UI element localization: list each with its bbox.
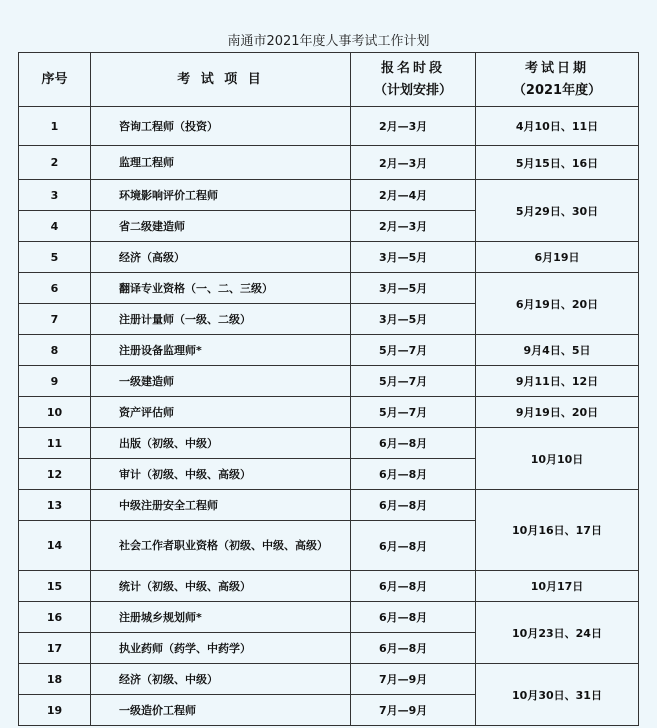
exam-schedule-table	[18, 52, 639, 726]
document-title: 南通市2021年度人事考试工作计划	[227, 34, 430, 49]
row-number: 14	[19, 521, 91, 571]
table-row	[19, 397, 639, 428]
row-period: 3月—5月	[351, 273, 476, 304]
row-item: 审计（初级、中级、高级）	[91, 459, 351, 490]
row-period: 3月—5月	[351, 304, 476, 335]
row-item: 翻译专业资格（一、二、三级）	[91, 273, 351, 304]
row-date: 5月15日、16日	[476, 146, 639, 180]
table-row	[19, 664, 639, 695]
row-item: 注册设备监理师*	[91, 335, 351, 366]
row-number: 9	[19, 366, 91, 397]
header-period-line1: 报名时段	[380, 60, 445, 76]
row-number: 19	[19, 695, 91, 726]
row-item: 一级建造师	[91, 366, 351, 397]
row-number: 2	[19, 146, 91, 180]
row-date: 9月4日、5日	[476, 335, 639, 366]
row-period: 6月—8月	[351, 602, 476, 633]
row-period: 6月—8月	[351, 521, 476, 571]
row-date: 6月19日	[476, 242, 639, 273]
row-date: 4月10日、11日	[476, 107, 639, 146]
row-item: 环境影响评价工程师	[91, 180, 351, 211]
row-number: 17	[19, 633, 91, 664]
row-item: 监理工程师	[91, 146, 351, 180]
row-date: 9月11日、12日	[476, 366, 639, 397]
row-number: 12	[19, 459, 91, 490]
row-number: 8	[19, 335, 91, 366]
row-period: 6月—8月	[351, 459, 476, 490]
row-item: 统计（初级、中级、高级）	[91, 571, 351, 602]
table-row	[19, 180, 639, 211]
header-row	[19, 53, 639, 107]
row-period: 3月—5月	[351, 242, 476, 273]
row-item: 社会工作者职业资格（初级、中级、高级）	[91, 521, 351, 571]
row-number: 15	[19, 571, 91, 602]
table-row	[19, 602, 639, 633]
row-item: 省二级建造师	[91, 211, 351, 242]
row-date: 10月10日	[476, 428, 639, 490]
row-item: 注册计量师（一级、二级）	[91, 304, 351, 335]
row-item: 资产评估师	[91, 397, 351, 428]
header-date-line1: 考试日期	[524, 60, 589, 76]
row-item: 出版（初级、中级）	[91, 428, 351, 459]
row-number: 5	[19, 242, 91, 273]
row-date: 6月19日、20日	[476, 273, 639, 335]
row-period: 6月—8月	[351, 490, 476, 521]
row-item: 中级注册安全工程师	[91, 490, 351, 521]
row-item: 注册城乡规划师*	[91, 602, 351, 633]
row-date: 5月29日、30日	[476, 180, 639, 242]
row-date: 10月16日、17日	[476, 490, 639, 571]
table-row	[19, 107, 639, 146]
table-row	[19, 146, 639, 180]
row-date: 10月30日、31日	[476, 664, 639, 726]
header-date-line2: （2021年度）	[512, 82, 602, 98]
row-number: 1	[19, 107, 91, 146]
row-period: 7月—9月	[351, 664, 476, 695]
table-row	[19, 366, 639, 397]
row-period: 6月—8月	[351, 571, 476, 602]
row-number: 6	[19, 273, 91, 304]
row-number: 13	[19, 490, 91, 521]
row-period: 2月—3月	[351, 211, 476, 242]
row-date: 10月17日	[476, 571, 639, 602]
row-number: 11	[19, 428, 91, 459]
row-period: 6月—8月	[351, 633, 476, 664]
row-number: 10	[19, 397, 91, 428]
header-period-line2: （计划安排）	[373, 82, 452, 98]
row-number: 7	[19, 304, 91, 335]
row-number: 16	[19, 602, 91, 633]
row-date: 10月23日、24日	[476, 602, 639, 664]
table-row	[19, 242, 639, 273]
row-number: 4	[19, 211, 91, 242]
header-seq: 序号	[19, 53, 91, 107]
row-item: 经济（高级）	[91, 242, 351, 273]
row-period: 5月—7月	[351, 397, 476, 428]
table-row	[19, 273, 639, 304]
row-item: 执业药师（药学、中药学）	[91, 633, 351, 664]
row-date: 9月19日、20日	[476, 397, 639, 428]
row-period: 7月—9月	[351, 695, 476, 726]
row-period: 2月—4月	[351, 180, 476, 211]
row-item: 咨询工程师（投资）	[91, 107, 351, 146]
header-date	[476, 53, 639, 107]
header-period	[351, 53, 476, 107]
table-row	[19, 490, 639, 521]
row-period: 2月—3月	[351, 146, 476, 180]
row-period: 2月—3月	[351, 107, 476, 146]
row-period: 6月—8月	[351, 428, 476, 459]
row-item: 经济（初级、中级）	[91, 664, 351, 695]
row-item: 一级造价工程师	[91, 695, 351, 726]
table-row	[19, 335, 639, 366]
table-row	[19, 571, 639, 602]
table-row	[19, 428, 639, 459]
row-period: 5月—7月	[351, 335, 476, 366]
header-item: 考 试 项 目	[91, 53, 351, 107]
row-number: 18	[19, 664, 91, 695]
row-period: 5月—7月	[351, 366, 476, 397]
row-number: 3	[19, 180, 91, 211]
